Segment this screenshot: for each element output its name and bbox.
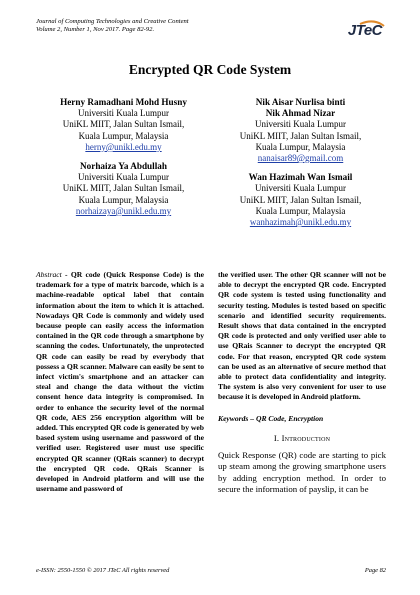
author-affiliation: Universiti Kuala Lumpur xyxy=(255,183,346,194)
journal-header xyxy=(36,18,386,50)
section-number: I. xyxy=(273,432,280,443)
author-email-link[interactable]: norhaizaya@unikl.edu.my xyxy=(75,205,172,216)
author-affiliation: UniKL MIIT, Jalan Sultan Ismail, xyxy=(62,119,185,130)
keywords-text: – QR Code, Encryption xyxy=(250,413,324,423)
paper-title: Encrypted QR Code System xyxy=(128,62,292,77)
section-heading-introduction xyxy=(218,433,386,443)
authors-right xyxy=(213,97,388,234)
journal-name: Journal of Computing Technologies and Creative Content xyxy=(36,18,189,25)
author-affiliation: Universiti Kuala Lumpur xyxy=(78,108,169,119)
journal-volume: Volume 2, Number 1, Nov 2017. Page 82-92. xyxy=(36,26,155,34)
author-block xyxy=(213,97,388,164)
author-email-link[interactable]: wanhazimah@unikl.edu.my xyxy=(249,217,352,228)
author-affiliation: Universiti Kuala Lumpur xyxy=(78,172,169,183)
abstract-body-right: the verified user. The other QR scanner will not be able to decrypt the encrypted QR code. Encrypted QR code system is tested using functionality and security testing. Modules is tested based on specific scenario and identified security requirements. Result shows that data contained in the encrypted QR code is protected and only verified user able to use QRais Scanner to decrypt the encrypted QR code. For that reason, encrypted QR code system can be used as an alternative of secure method that able to protect data confidentiality and integrity. The system is also very convenient for user to use because it is developed in Android platform. xyxy=(218,270,386,402)
abstract-column-left xyxy=(36,270,204,494)
page-footer xyxy=(36,567,386,574)
abstract-body-left: - QR code (Quick Response Code) is the trademark for a type of matrix barcode, which is a machine-readable optical label that contain information about the item to which it is attached. Nowadays QR Code is commonly and widely used because people can easily access the information contained in the QR code through a smartphone by scanning the codes. Unfortunately, the unprotected QR code can easily be read by everybody that possess a QR scanner. Malware can easily be sent to infect victim's smartphone and an attacker can steal and change the data without the victim consent hence data integrity is compromised. In order to enhance the security level of the normal QR code, AES 256 encryption algorithm will be added. This encrypted QR code is generated by web based system using username and password of the verified user. Registered user must use specific encrypted QR scanner (QRais scanner) to decrypt the encrypted QR code. QRais Scanner is developed in Android platform and will use the username and password of xyxy=(36,270,204,494)
author-email-link[interactable]: nanaisar89@gmail.com xyxy=(257,153,344,164)
author-name: Nik Aisar Nurlisa binti xyxy=(255,97,346,107)
authors-left xyxy=(36,97,211,223)
author-name-continued: Nik Ahmad Nizar xyxy=(265,108,336,119)
author-affiliation: Universiti Kuala Lumpur xyxy=(255,119,346,130)
abstract-label: Abstract xyxy=(36,270,62,279)
keywords-label: Keywords xyxy=(218,413,249,423)
footer-copyright: e-ISSN: 2550-1550 © 2017 JTeC All rights reserved xyxy=(36,567,170,574)
author-affiliation: Kuala Lumpur, Malaysia xyxy=(78,130,169,141)
keywords xyxy=(218,414,386,424)
jtec-logo xyxy=(330,20,386,42)
author-name: Herny Ramadhani Mohd Husny xyxy=(60,97,187,107)
author-block xyxy=(36,97,211,153)
author-block xyxy=(36,161,211,217)
introduction-text: Quick Response (QR) code are starting to pick up steam among the growing smartphone users by adding encryption method. In order to secure the information of payslip, it can be xyxy=(218,450,386,495)
author-affiliation: Kuala Lumpur, Malaysia xyxy=(78,194,169,205)
author-affiliation: UniKL MIIT, Jalan Sultan Ismail, xyxy=(62,183,185,194)
abstract-column-right xyxy=(218,270,386,496)
author-name: Wan Hazimah Wan Ismail xyxy=(248,172,353,183)
section-title: Introduction xyxy=(281,432,331,443)
author-affiliation: UniKL MIIT, Jalan Sultan Ismail, xyxy=(239,130,362,141)
author-block xyxy=(213,172,388,228)
author-email-link[interactable]: herny@unikl.edu.my xyxy=(85,141,162,152)
footer-page-number: Page 82 xyxy=(364,567,386,574)
author-affiliation: Kuala Lumpur, Malaysia xyxy=(255,205,346,216)
author-affiliation: UniKL MIIT, Jalan Sultan Ismail, xyxy=(239,194,362,205)
abstract-text xyxy=(36,270,204,494)
author-affiliation: Kuala Lumpur, Malaysia xyxy=(255,141,346,152)
author-name: Norhaiza Ya Abdullah xyxy=(80,161,167,172)
logo-text: JTeC xyxy=(347,22,382,39)
